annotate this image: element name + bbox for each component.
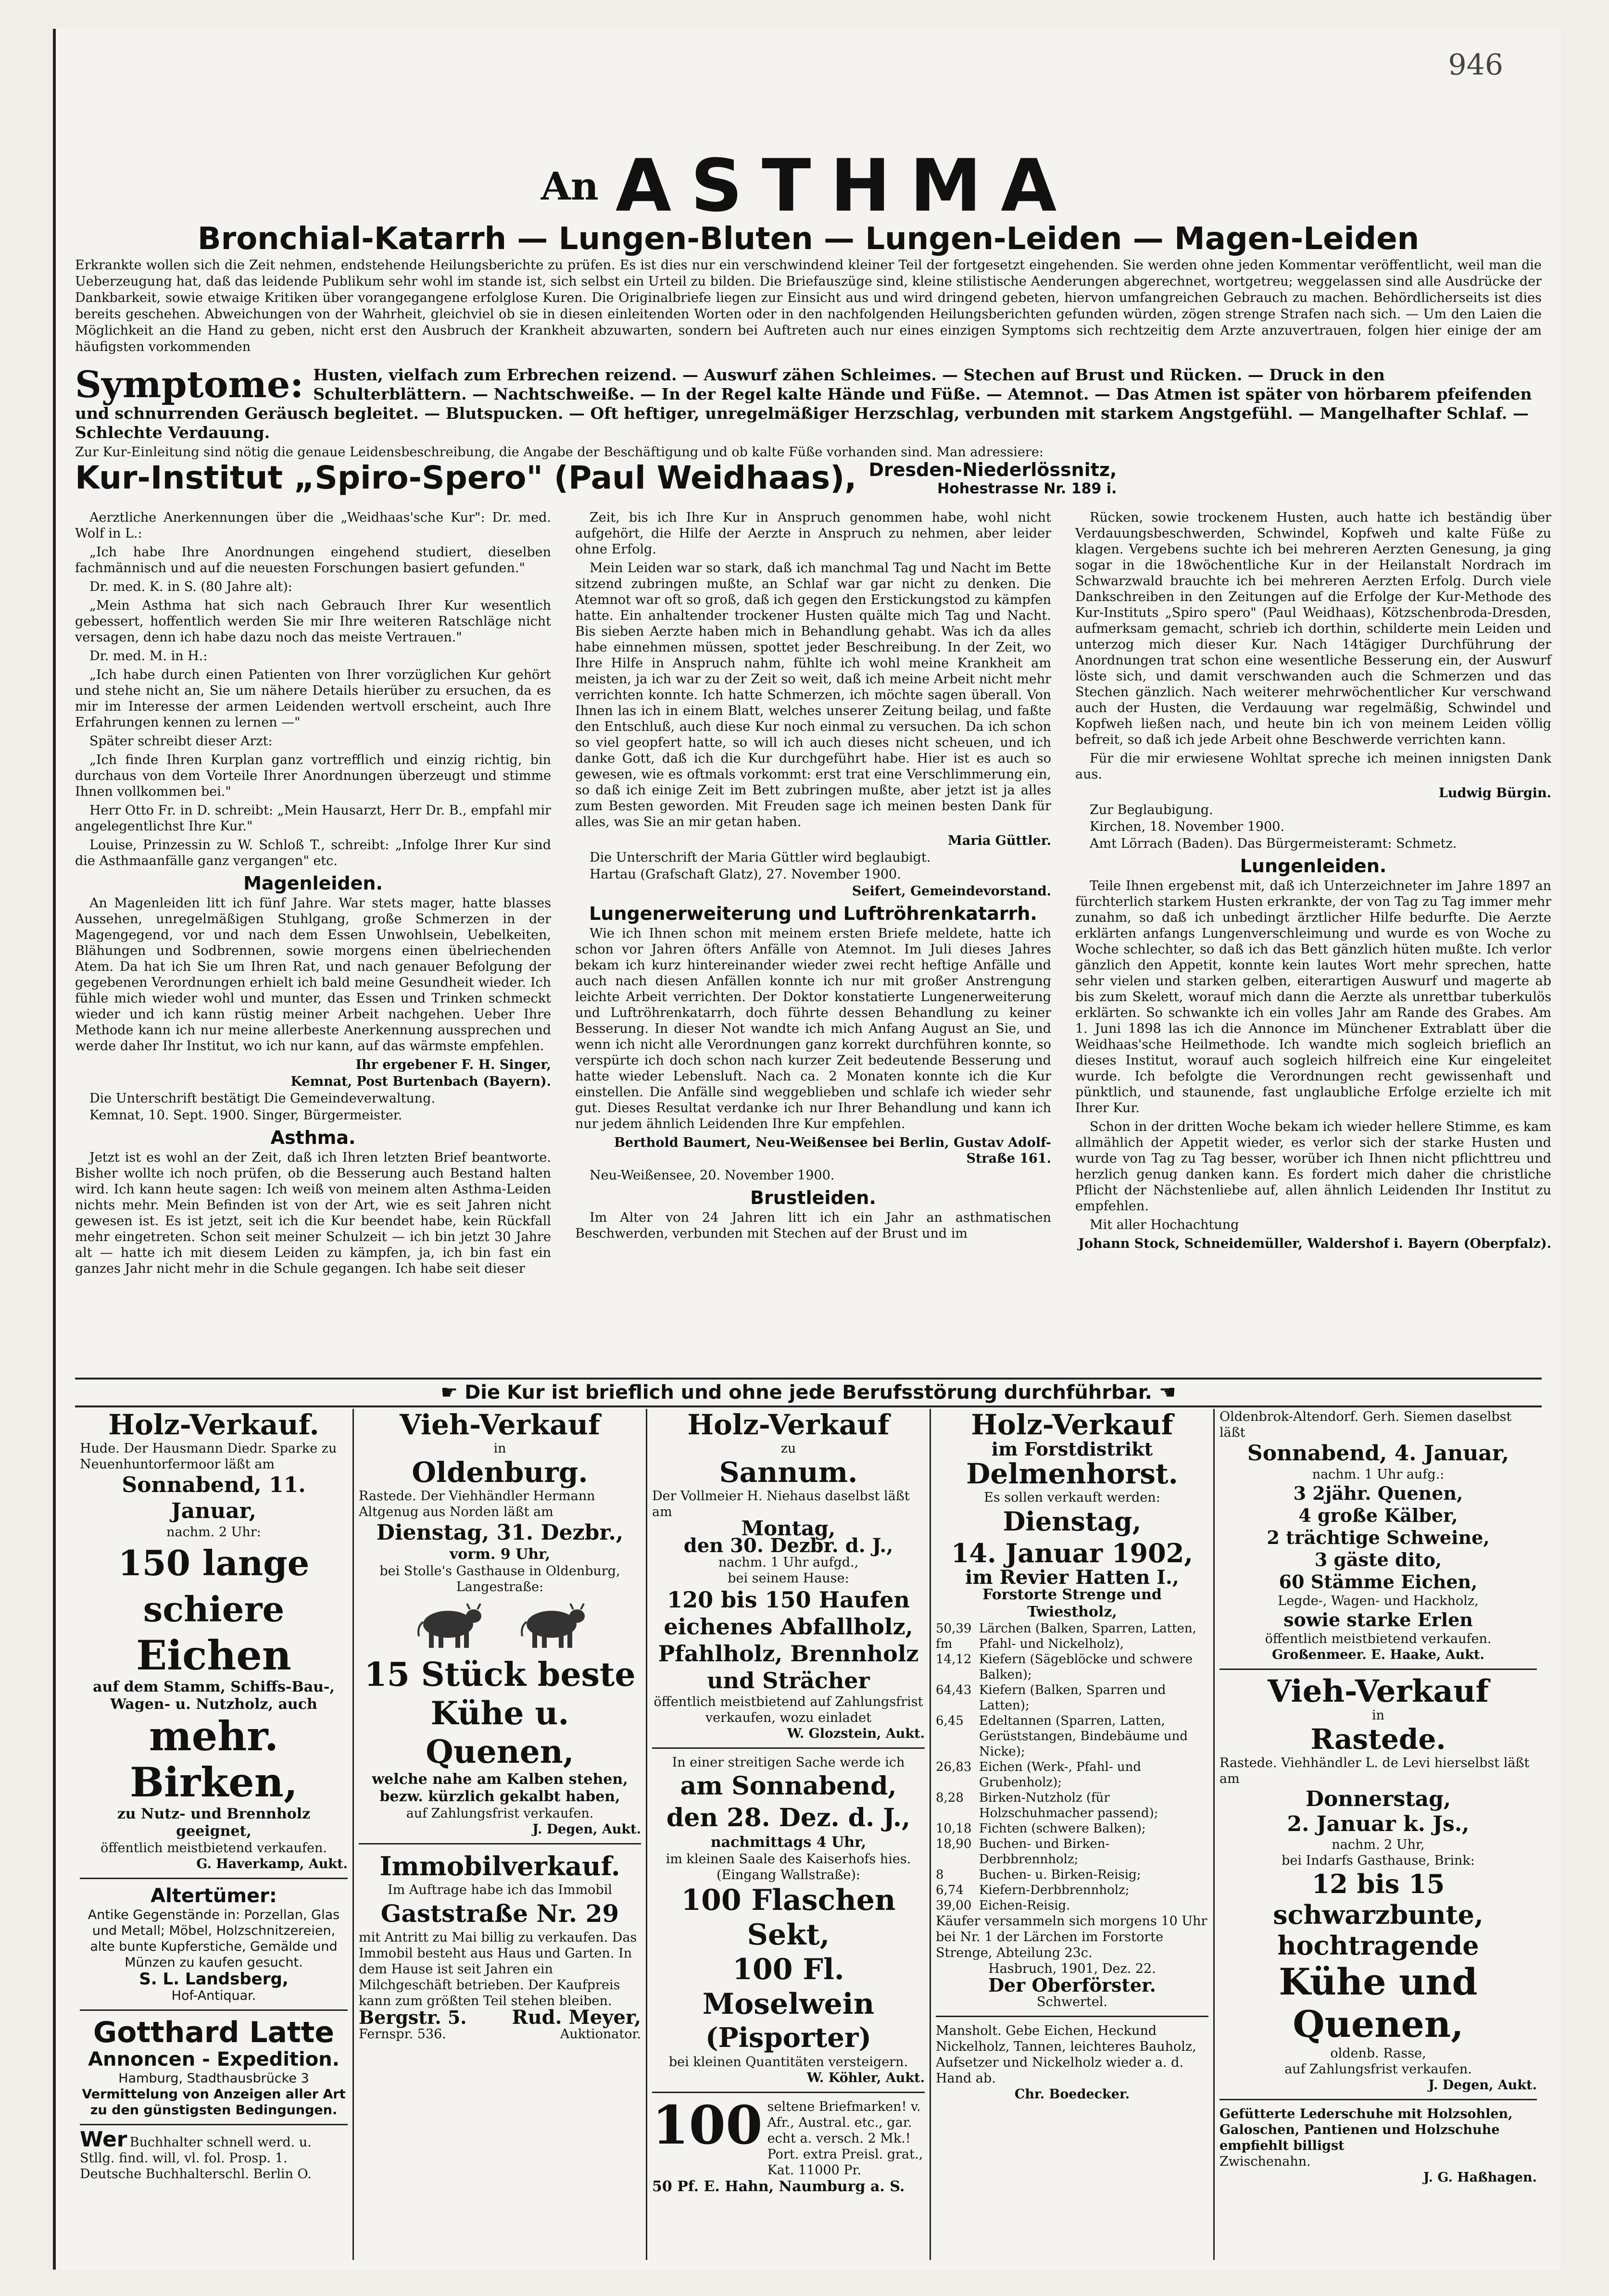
kur-einleitung: Zur Kur-Einleitung sind nötig die genaue Leidensbeschreibung, die Angabe der Beschäftigung und ob kalte Füße vorhanden sind. Man adressiere: <box>75 445 1043 460</box>
ad-text: öffentlich meistbietend verkaufen. <box>101 1841 327 1856</box>
ad-item: sowie starke Erlen <box>1283 1609 1473 1631</box>
wer-ad <box>80 2127 348 2182</box>
signature: Seifert, Gemeindevorstand. <box>852 884 1051 899</box>
divider <box>359 1843 641 1844</box>
ad-signature: Großenmeer. E. Haake, Aukt. <box>1272 1647 1484 1662</box>
section-heading: Asthma. <box>270 1127 356 1148</box>
ad-signature: W. Köhler, Aukt. <box>806 2070 925 2085</box>
ad-title: Holz-Verkauf. <box>108 1409 319 1441</box>
paragraph: Mein Leiden war so stark, daß ich manchmal Tag und Nacht im Bette sitzend zubringen mußte, an Schlaf war gar nicht zu denken. Die Atemnot war oft so groß, daß ich gegen den Erstickungstod zu kämpfen hatte. Ein anhaltender trockener Husten quälte mich Tag und Nacht. Bis sieben Aerzte haben mich in Behandlung gehabt. Was ich da alles habe einnehmen müssen, spottet jeder Beschreibung. In der Zeit, wo Ihre Hilfe in Anspruch nahm, fühlte ich wohl meine Krankheit am meisten, ja ich war zu der Zeit so weit, daß ich meine Arbeit nicht mehr verrichten konnte. Ich hatte Schmerzen, ich möchte sagen überall. Von Ihnen las ich in einem Blatt, welches unserer Zeitung beilag, und faßte den Entschluß, auch diese Kur noch einmal zu versuchen. Da ich schon so viel geopfert hatte, so will ich auch dieses nicht scheuen, und ich danke Gott, daß ich die Kur durchgeführt habe. Hier ist es auch so gewesen, wie es oftmals vorkommt: erst trat eine Verschlimmerung ein, so daß ich einige Zeit im Bett zubringen mußte, aber jetzt ist ja alles zum Besten geworden. Mit Freuden sage ich meinen besten Dank für alles, was Sie an mir getan haben. <box>575 561 1051 829</box>
symptoms-heading: Symptome: <box>75 363 304 406</box>
ad-date: 2. Januar k. Js., <box>1287 1812 1470 1836</box>
divider <box>652 1747 925 1749</box>
ad-title: Vieh-Verkauf <box>1267 1673 1489 1709</box>
ad-text: Im Auftrage habe ich das Immobil <box>388 1882 612 1897</box>
ad-headline: 12 bis 15 schwarzbunte, hochtragende <box>1273 1869 1483 1961</box>
paragraph: An Magenleiden litt ich fünf Jahre. War stets mager, hatte blasses Aussehen, unregelmäßigen Stuhlgang, große Schmerzen in der Magengegend, vor und nach dem Essen Unwohlsein, Uebelkeiten, Blähungen und Sodbrennen, sowie morgens einen übelriechenden Atem. Da hat ich Sie um Ihren Rat, und nach genauer Befolgung der gegebenen Verordnungen erhielt ich bald meine Gesundheit wieder. Ich fühle mich wieder wohl und munter, das Essen und Trinken schmeckt wieder und ich kann rüstig meiner Arbeit nachgehen. Ueber Ihre Methode kann ich nur meine allerbeste Anerkennung aussprechen und werde daher Ihr Institut, wo ich nur kann, auf das wärmste empfehlen. <box>75 896 551 1054</box>
divider <box>652 2092 925 2093</box>
paragraph: Aerztliche Anerkennungen über die „Weidhaas'sche Kur": Dr. med. Wolf in L.: <box>75 510 551 541</box>
ad-date: den 28. Dez. d. J., <box>666 1803 911 1832</box>
symptoms-text: Husten, vielfach zum Erbrechen reizend. — Auswurf zähen Schleimes. — Stechen auf Brust und Rücken. — Druck in den Schulterblättern. — Nachtschweiße. — In der Regel kalte Hände und Füße. — Atemnot. — Das Atmen ist später von hörbarem pfeifenden und schnurrenden Geräusch begleitet. — Blutspucken. — Oft heftiger, unregelmäßiger Herzschlag, verbunden mit starkem Angstgefühl. — Mangelhafter Schlaf. — Schlechte Verdauung. <box>75 365 1532 442</box>
ad-title: Altertümer: <box>151 1885 277 1907</box>
banner-text: Die Kur ist brieflich und ohne jede Berufsstörung durchführbar. <box>465 1381 1152 1404</box>
classified-ads <box>75 1409 1542 2260</box>
paragraph: Jetzt ist es wohl an der Zeit, daß ich Ihren letzten Brief beantworte. Bisher wollte ich noch prüfen, ob die Besserung auch Bestand halten wird. Ich kann heute sagen: Ich weiß von meinem alten Asthma-Leiden nichts mehr. Mein Befinden ist von der Art, wie es seit Jahren nicht gewesen ist. Es ist jetzt, seit ich die Kur beendet habe, kein Rückfall mehr eingetreten. Schon seit meiner Schulzeit — ich bin jetzt 30 Jahre alt — hatte ich mit diesem Leiden zu kämpfen, ja, ich bin fast ein ganzes Jahr nicht mehr in die Schule gegangen. Ich habe seit dieser <box>75 1150 551 1276</box>
ad-text: Hude. Der Hausmann Diedr. Sparke zu Neuenhuntorfermoor läßt am <box>80 1441 337 1472</box>
paragraph: Schon in der dritten Woche bekam ich wieder hellere Stimme, es kam allmählich der Appetit wieder, es verlor sich der starke Husten und wurde von Tag zu Tag besser, worüber ich Ihnen nicht pflichttreu und herzlich genug danken kann. Es fordert mich daher die christliche Pflicht der Nächstenliebe auf, allen ähnlich Leidenden Ihr Institut zu empfehlen. <box>1075 1119 1551 1214</box>
ad-time: nachm. 2 Uhr, <box>1332 1837 1425 1852</box>
ad-item: 60 Stämme Eichen, <box>1279 1571 1478 1593</box>
ad-text: Legde-, Wagen- und Hackholz, <box>1278 1593 1479 1608</box>
ad-signature: Der Oberförster. <box>988 1974 1156 1996</box>
ad-signature: 50 Pf. E. Hahn, Naumburg a. S. <box>652 2178 905 2195</box>
ad-text: im kleinen Saale des Kaiserhofs hies. (Eingang Wallstraße): <box>666 1852 911 1882</box>
testimonial-column-1 <box>75 510 551 1280</box>
paragraph: Dr. med. M. in H.: <box>89 649 208 664</box>
ad-item: 3 gäste dito, <box>1314 1549 1442 1570</box>
paragraph: Dr. med. K. in S. (80 Jahre alt): <box>89 579 292 594</box>
ad-column-1 <box>75 1409 354 2260</box>
subtitle: Bronchial-Katarrh — Lungen-Bluten — Lungen-Leiden — Magen-Leiden <box>197 221 1420 257</box>
ad-subtitle: Annoncen - Expedition. <box>88 2048 339 2070</box>
title-main: ASTHMA <box>615 144 1076 228</box>
ad-title: Gotthard Latte <box>93 2016 335 2049</box>
banner <box>75 1378 1542 1407</box>
ad-date: Sonnabend, 11. Januar, <box>122 1473 306 1523</box>
pointing-hand-icon: ☚ <box>1158 1381 1176 1404</box>
ad-place: Rastede. <box>1310 1723 1446 1756</box>
ad-text: Mansholt. Gebe Eichen, Heckund Nickelholz, Tannen, leichteres Bauholz, Aufsetzer und Nickelholz wieder a. d. Hand ab. <box>936 2023 1196 2086</box>
ad-time: nachm. 2 Uhr: <box>166 1525 261 1540</box>
ad-address: Bergstr. 5. <box>359 2007 467 2028</box>
ad-signature: W. Glozstein, Aukt. <box>787 1726 925 1741</box>
ad-address: Gaststraße Nr. 29 <box>380 1899 619 1928</box>
ad-text: bei Indarfs Gasthause, Brink: <box>1282 1853 1475 1868</box>
section-heading: Brustleiden. <box>750 1187 876 1208</box>
certification: Hartau (Grafschaft Glatz), 27. November 1900. <box>590 867 901 882</box>
ad-item: 3 2jähr. Quenen, <box>1293 1482 1463 1504</box>
ad-text: Zwischenahn. <box>1219 2154 1311 2169</box>
ad-headline: mehr. Birken, <box>129 1712 298 1806</box>
page-number: 946 <box>1448 48 1503 82</box>
signature: Kemnat, Post Burtenbach (Bayern). <box>290 1074 551 1089</box>
ad-headline: Kühe u. Quenen, <box>426 1694 574 1770</box>
certification: Die Unterschrift bestätigt Die Gemeindeverwaltung. <box>89 1091 436 1106</box>
ad-title: Immobilverkauf. <box>379 1851 620 1882</box>
ad-signature: Chr. Boedecker. <box>1014 2087 1130 2102</box>
section-heading: Lungenleiden. <box>1240 855 1387 877</box>
cow-icon <box>515 1598 588 1651</box>
intro-text: Erkrankte wollen sich die Zeit nehmen, endstehende Heilungsberichte zu prüfen. Es ist dies nur ein verschwindend kleiner Teil der fortgesetzt eingehenden. Sie werden ohne jeden Kommentar veröffentlicht, weil man die Ueberzeugung hat, daß das leidende Publikum sehr wohl im stande ist, sich selbst ein Urteil zu bilden. Die Briefauszüge sind, kleine stilistische Aenderungen abgerechnet, wortgetreu; weggelassen sind alle Ausdrücke der Dankbarkeit, sowie etwaige Kritiken über vorangegangene erfolglose Kuren. Die Originalbriefe liegen zur Einsicht aus und wird dringend gebeten, hiervon umfangreichen Gebrauch zu machen. Behördlicherseits ist dies bereits geschehen. Abweichungen von der Wahrheit, gleichviel ob sie in diesen einleitenden Worten oder in den nachfolgenden Heilungsberichten gefunden würden, zögen strenge Strafen nach sich. — Um den Laien die Möglichkeit an die Hand zu geben, nicht erst den Ausbruch der Krankheit abzuwarten, sondern bei Auftreten auch nur eines einzigen Symptoms sich rechtzeitig dem Arzte anzuvertrauen, folgen hier einige der am häufigsten vorkommenden <box>75 258 1542 354</box>
ad-text: Käufer versammeln sich morgens 10 Uhr bei Nr. 1 der Lärchen im Forstorte Strenge, Abteilung 23c. <box>936 1914 1207 1960</box>
ad-time: nachmittags 4 Uhr, <box>710 1834 867 1851</box>
ad-headline: (Pisporter) <box>705 2022 871 2054</box>
paragraph: „Ich habe Ihre Anordnungen eingehend studiert, dieselben fachmännisch und auf die neuesten Forschungen basiert gefunden." <box>75 545 551 576</box>
lot-item: 14,12 Kiefern (Sägeblöcke und schwere Balken); <box>936 1652 1193 1682</box>
institute-street: Hohestrasse Nr. 189 i. <box>937 480 1117 497</box>
lot-item: 6,45 Edeltannen (Sparren, Latten, Gerüststangen, Bindebäume und Nicke); <box>936 1714 1188 1759</box>
ad-text: zu <box>780 1441 796 1456</box>
paragraph: Im Alter von 24 Jahren litt ich ein Jahr an asthmatischen Beschwerden, verbunden mit Stechen auf der Brust und im <box>575 1210 1051 1241</box>
ad-headline: 150 lange schiere <box>118 1543 310 1630</box>
ad-item: 4 große Kälber, <box>1298 1505 1458 1526</box>
ad-title: Vieh-Verkauf <box>400 1409 600 1441</box>
institute-address <box>868 459 1117 497</box>
ad-column-2 <box>354 1409 647 2260</box>
section-heading: Lungenerweiterung und Luftröhrenkatarrh. <box>589 903 1037 924</box>
lot-list <box>936 1621 1208 1913</box>
paragraph: Für die mir erwiesene Wohltat spreche ich meinen innigsten Dank aus. <box>1075 751 1551 782</box>
testimonial-column-2 <box>575 510 1051 1244</box>
ad-place: Sannum. <box>719 1456 858 1489</box>
ad-date: Dienstag, <box>1003 1506 1142 1537</box>
ad-text: in <box>493 1441 506 1456</box>
cow-icon <box>412 1598 484 1651</box>
stamp-ad <box>652 2094 925 2178</box>
newspaper-page <box>53 29 1561 2270</box>
ad-headline: Wer <box>80 2127 127 2152</box>
ad-headline: Quenen, <box>1293 2003 1464 2045</box>
signature: Ihr ergebener F. H. Singer, <box>355 1057 551 1072</box>
cattle-illustration <box>359 1595 641 1656</box>
ad-item: 2 trächtige Schweine, <box>1267 1527 1490 1548</box>
ad-date: Sonnabend, 4. Januar, <box>1247 1441 1509 1466</box>
certification: Kemnat, 10. Sept. 1900. Singer, Bürgermeister. <box>89 1108 402 1123</box>
ad-text: auf Zahlungsfrist verkaufen. <box>406 1806 594 1821</box>
ad-text: Hasbruch, 1901, Dez. 22. <box>988 1961 1156 1976</box>
ad-signature: Schwertel. <box>1036 1995 1108 2009</box>
ad-text: mit Antritt zu Mai billig zu verkaufen. Das Immobil besteht aus Haus und Garten. In dem Hause ist seit Jahren ein Milchgeschäft betrieben. Der Kaufpreis kann zum größten Teil stehen bleiben. <box>359 1930 637 2008</box>
ad-text: Rastede. Viehhändler L. de Levi hierselbst läßt am <box>1219 1756 1530 1786</box>
lot-item: 39,00 Eichen-Reisig. <box>936 1898 1070 1913</box>
ad-text: seltene Briefmarken! v. Afr., Austral. etc., gar. echt a. versch. 2 Mk.! Port. extra Preisl. grat., Kat. 11000 Pr. <box>767 2099 923 2178</box>
paragraph: „Mein Asthma hat sich nach Gebrauch Ihrer Kur wesentlich gebessert, hoffentlich werden Sie mir Ihre weiteren Ratschläge nicht versagen, denn ich habe dazu noch das meiste Vertrauen." <box>75 598 551 645</box>
testimonial-column-3 <box>1075 510 1551 1253</box>
paragraph: Später schreibt dieser Arzt: <box>89 734 273 749</box>
ad-signature: Rud. Meyer, <box>512 2006 641 2029</box>
ad-text: öffentlich meistbietend auf Zahlungsfrist verkaufen, wozu einladet <box>654 1694 923 1725</box>
ad-place: Delmenhorst. <box>966 1457 1178 1490</box>
ad-text: öffentlich meistbietend verkaufen. <box>1265 1631 1492 1646</box>
signature: Johann Stock, Schneidemüller, Waldershof i. Bayern (Oberpfalz). <box>1078 1236 1551 1251</box>
ad-signature: S. L. Landsberg, <box>139 1970 289 1989</box>
paragraph: „Ich habe durch einen Patienten von Ihrer vorzüglichen Kur gehört und stehe nicht an, Sie um nähere Details hierüber zu ersuchen, da es mir im Interesse der armen Leidenden wertvoll erscheint, auch Ihre Erfahrungen kennen zu lernen —" <box>75 667 551 730</box>
divider <box>1219 1669 1537 1670</box>
ad-text: Gefütterte Lederschuhe mit Holzsohlen, Galoschen, Pantienen und Holzschuhe empfiehlt billigst <box>1219 2107 1513 2153</box>
ad-text: auf Zahlungsfrist verkaufen. <box>1284 2062 1472 2077</box>
divider <box>80 2124 348 2125</box>
pointing-hand-icon: ☛ <box>440 1381 458 1404</box>
ad-footer <box>359 2026 641 2042</box>
ad-text: in <box>1371 1708 1385 1723</box>
ad-footer <box>359 2006 641 2029</box>
ad-text: Buchhalter schnell werd. u. Stllg. find. will, vl. fol. Prosp. 1. Deutsche Buchhalterschl. Berlin O. <box>80 2135 312 2182</box>
ad-time: vorm. 9 Uhr, <box>449 1546 551 1563</box>
ad-date: Dienstag, 31. Dezbr., <box>376 1520 624 1545</box>
ad-date: den 30. Dezbr. d. J., <box>683 1534 893 1557</box>
ad-text: Rastede. Der Viehhändler Hermann Altgenug aus Norden läßt am <box>359 1489 595 1519</box>
ad-text: Es sollen verkauft werden: <box>984 1490 1160 1505</box>
ad-headline: 100 Flaschen Sekt, <box>681 1883 896 1952</box>
ad-signature: G. Haverkamp, Aukt. <box>196 1857 348 1871</box>
testimonial-columns <box>75 510 1551 1375</box>
ad-title: Holz-Verkauf <box>687 1409 890 1441</box>
symptoms-block <box>75 365 1542 442</box>
certification: Neu-Weißensee, 20. November 1900. <box>590 1168 835 1183</box>
lot-item: 8 Buchen- u. Birken-Reisig; <box>936 1868 1141 1882</box>
ad-text: zu Nutz- und Brennholz geeignet, <box>117 1806 311 1840</box>
lot-item: 18,90 Buchen- und Birken-Derbbrennholz; <box>936 1837 1110 1867</box>
divider <box>80 2009 348 2011</box>
institute-name: Kur-Institut „Spiro-Spero" (Paul Weidhaas), <box>75 459 857 496</box>
paragraph: Herr Otto Fr. in D. schreibt: „Mein Hausarzt, Herr Dr. B., empfahl mir angelegentlichst Ihre Kur." <box>75 803 551 834</box>
ad-text: In einer streitigen Sache werde ich <box>672 1755 905 1770</box>
paragraph: „Ich finde Ihren Kurplan ganz vortrefflich und einzig richtig, bin durchaus von dem Vorteile Ihrer Anordnungen überzeugt und stimme Ihnen vollkommen bei." <box>75 753 551 799</box>
paragraph: Wie ich Ihnen schon mit meinem ersten Briefe meldete, hatte ich schon vor Jahren öfters Anfälle von Atemnot. Im Juli dieses Jahres bekam ich kurz hintereinander wieder zwei recht heftige Anfälle und auch nach diesen Anfällen konnte ich nur mit großer Anstrengung leichte Arbeit verrichten. Der Doktor konstatierte Lungenerweiterung und Luftröhrenkatarrh, doch führte dessen Behandlung zu keiner Besserung. In dieser Not wandte ich mich Anfang August an Sie, und wenn ich nicht alle Verordnungen ganz korrekt durchführen konnte, so verspürte ich doch schon nach kurzer Zeit bedeutende Besserung und hatte wieder Lebensluft. Nach ca. 2 Monaten konnte ich die Kur einstellen. Die Anfälle sind weggeblieben und schlafe ich wieder sehr gut. Dieses Resultat verdanke ich nur Ihrer Behandlung und kann ich nur jedem ähnlich Leidenden Ihre Kur empfehlen. <box>575 926 1051 1131</box>
ad-text: welche nahe am Kalben stehen, bezw. kürzlich gekalbt haben, <box>372 1771 628 1805</box>
paragraph: Louise, Prinzessin zu W. Schloß T., schreibt: „Infolge Ihrer Kur sind die Asthmaanfälle ganz vergangen" etc. <box>75 838 551 868</box>
title-prefix: An <box>541 163 599 209</box>
lot-item: 50,39 fm Lärchen (Balken, Sparren, Latten, Pfahl- und Nickelholz), <box>936 1621 1196 1651</box>
ad-title: Holz-Verkauf <box>971 1409 1173 1441</box>
ad-text: Forstorte Strenge und Twiestholz, <box>982 1586 1162 1620</box>
paragraph: Teile Ihnen ergebenst mit, daß ich Unterzeichneter im Jahre 1897 an fürchterlich starkem Husten erkrankte, der von Tag zu Tag immer mehr zunahm, so daß ich unbedingt ärztlicher Hilfe bedurfte. Die Aerzte erklärten anfangs Lungenverschleimung und wurde es von Woche zu Woche schlechter, so daß ich das Bett gänzlich hüten mußte. Ich verlor gänzlich den Appetit, konnte kein lautes Wort mehr sprechen, hatte sehr vielen und starken gelben, eiterartigen Auswurf und magerte ab bis zum Skelett, worauf mich dann die Aerzte als unrettbar tuberkulös erklärten. So schwankte ich ein volles Jahr am Rande des Grabes. Am 1. Juni 1898 las ich die Annonce im Münchener Extrablatt über die Weidhaas'sche Heilmethode. Ich wandte mich sogleich brieflich an dieses Institut, worauf auch sogleich hilfreich eine Kur eingeleitet wurde. Ich befolgte die Verordnungen recht gewissenhaft und pünktlich, und staunende, fast unglaubliche Erfolge erzielte ich mit Ihrer Kur. <box>1075 878 1551 1116</box>
signature: Maria Güttler. <box>948 833 1051 848</box>
section-heading: Magenleiden. <box>243 873 383 894</box>
ad-signature: J. G. Haßhagen. <box>1423 2170 1537 2185</box>
ad-headline: 100 <box>652 2094 763 2156</box>
ad-role: Auktionator. <box>560 2027 641 2042</box>
lot-item: 6,74 Kiefern-Derbbrennholz; <box>936 1883 1130 1897</box>
certification: Zur Beglaubigung. <box>1090 803 1213 817</box>
certification: Kirchen, 18. November 1900. <box>1090 819 1285 834</box>
ad-signature: Hof-Antiquar. <box>171 1988 256 2003</box>
ad-title <box>56 144 1561 228</box>
ad-headline: 120 bis 150 Haufen eichenes Abfallholz, Pfahlholz, Brennholz und Strächer <box>658 1587 919 1694</box>
paragraph: Zeit, bis ich Ihre Kur in Anspruch genommen habe, wohl nicht aufgehört, die Hilfe der Aerzte in Anspruch zu nehmen, aber leider ohne Erfolg. <box>575 510 1051 557</box>
ad-column-5 <box>1215 1409 1542 2260</box>
lot-item: 26,83 Eichen (Werk-, Pfahl- und Grubenholz); <box>936 1760 1142 1790</box>
ad-text: bei Stolle's Gasthause in Oldenburg, Langestraße: <box>379 1564 620 1594</box>
ad-text: Vermittelung von Anzeigen aller Art zu den günstigsten Bedingungen. <box>82 2087 346 2118</box>
signature: Ludwig Bürgin. <box>1438 786 1551 801</box>
ad-text: Hamburg, Stadthausbrücke 3 <box>118 2071 309 2086</box>
ad-text: Antike Gegenstände in: Porzellan, Glas und Metall; Möbel, Holzschnitzereien, alte bunte Kupferstiche, Gemälde und Münzen zu kaufen gesucht. <box>88 1907 340 1970</box>
divider <box>80 1878 348 1879</box>
ad-time: nachm. 1 Uhr aufg.: <box>1312 1467 1445 1482</box>
paragraph: Rücken, sowie trockenem Husten, auch hatte ich beständig über Verdauungsbeschwerden, Schwindel, Kopfweh und kalte Füße zu klagen. Vergebens suchte ich bei mehreren Aerzten Genesung, ja ging sogar in die 18wöchentliche Kur in der Heilanstalt Nordrach im Schwarzwald brauchte ich bei mehreren Aerzten Erfolg. Durch viele Dankschreiben in den Zeitungen auf die Erfolge der Kur-Methode des Kur-Instituts „Spiro spero" (Paul Weidhaas), Kötzschenbroda-Dresden, aufmerksam gemacht, schrieb ich dorthin, schilderte mein Leiden und unterzog mich dieser Kur. Nach 14tägiger Durchführung der Anordnungen trat schon eine wesentliche Besserung ein, der Auswurf löste sich, und damit verschwanden auch die Schmerzen und das Stechen gänzlich. Nach weiterer mehrwöchentlicher Kur verschwand auch der Husten, die Verdauung war regelmäßig, Schwindel und Kopfweh ließen nach, und heute bin ich von meinem Leiden völlig befreit, so daß ich jede Arbeit ohne Beschwerde verrichten kann. <box>1075 510 1551 747</box>
ad-signature: J. Degen, Aukt. <box>532 1822 641 1837</box>
ad-phone: Fernspr. 536. <box>359 2027 446 2042</box>
ad-date: am Sonnabend, <box>680 1771 897 1801</box>
ad-place: Oldenburg. <box>412 1456 588 1489</box>
ad-date: Donnerstag, <box>1305 1787 1451 1811</box>
divider <box>936 2016 1208 2017</box>
paragraph: Mit aller Hochachtung <box>1090 1217 1239 1232</box>
ad-headline: Kühe und <box>1279 1960 1478 2003</box>
certification: Amt Lörrach (Baden). Das Bürgermeisteramt: Schmetz. <box>1090 836 1457 851</box>
ad-text: Der Vollmeier H. Niehaus daselbst läßt am <box>652 1489 910 1519</box>
ad-signature: J. Degen, Aukt. <box>1428 2078 1537 2093</box>
ad-text: bei seinem Hause: <box>728 1571 849 1586</box>
ad-date: Montag, <box>741 1517 836 1540</box>
lot-item: 10,18 Fichten (schwere Balken); <box>936 1821 1146 1836</box>
ad-column-4 <box>931 1409 1215 2260</box>
institute-city: Dresden-Niederlössnitz, <box>868 459 1117 480</box>
ad-headline: 15 Stück beste <box>364 1656 636 1694</box>
lot-item: 8,28 Birken-Nutzholz (für Holzschuhmacher passend); <box>936 1791 1158 1820</box>
ad-time: nachm. 1 Uhr aufgd., <box>718 1555 859 1570</box>
ad-text: bei kleinen Quantitäten versteigern. <box>668 2055 908 2070</box>
ad-text: Oldenbrok-Altendorf. Gerh. Siemen daselbst läßt <box>1219 1409 1512 1440</box>
ad-headline: 100 Fl. Moselwein <box>702 1953 875 2021</box>
ad-date: 14. Januar 1902, <box>951 1538 1194 1568</box>
ad-text: im Revier Hatten I., <box>965 1566 1179 1589</box>
institute-line <box>75 459 1542 497</box>
divider <box>1219 2099 1537 2100</box>
ad-column-3 <box>647 1409 931 2260</box>
signature: Berthold Baumert, Neu-Weißensee bei Berlin, Gustav Adolf-Straße 161. <box>614 1135 1051 1166</box>
lot-item: 64,43 Kiefern (Balken, Sparren und Latten); <box>936 1683 1166 1713</box>
ad-text: auf dem Stamm, Schiffs-Bau-, Wagen- u. Nutzholz, auch <box>93 1679 335 1713</box>
ad-subtitle: im Forstdistrikt <box>991 1438 1153 1460</box>
ad-headline: Eichen <box>136 1631 291 1679</box>
ad-text: oldenb. Rasse, <box>1330 2046 1426 2061</box>
certification: Die Unterschrift der Maria Güttler wird beglaubigt. <box>590 850 931 865</box>
